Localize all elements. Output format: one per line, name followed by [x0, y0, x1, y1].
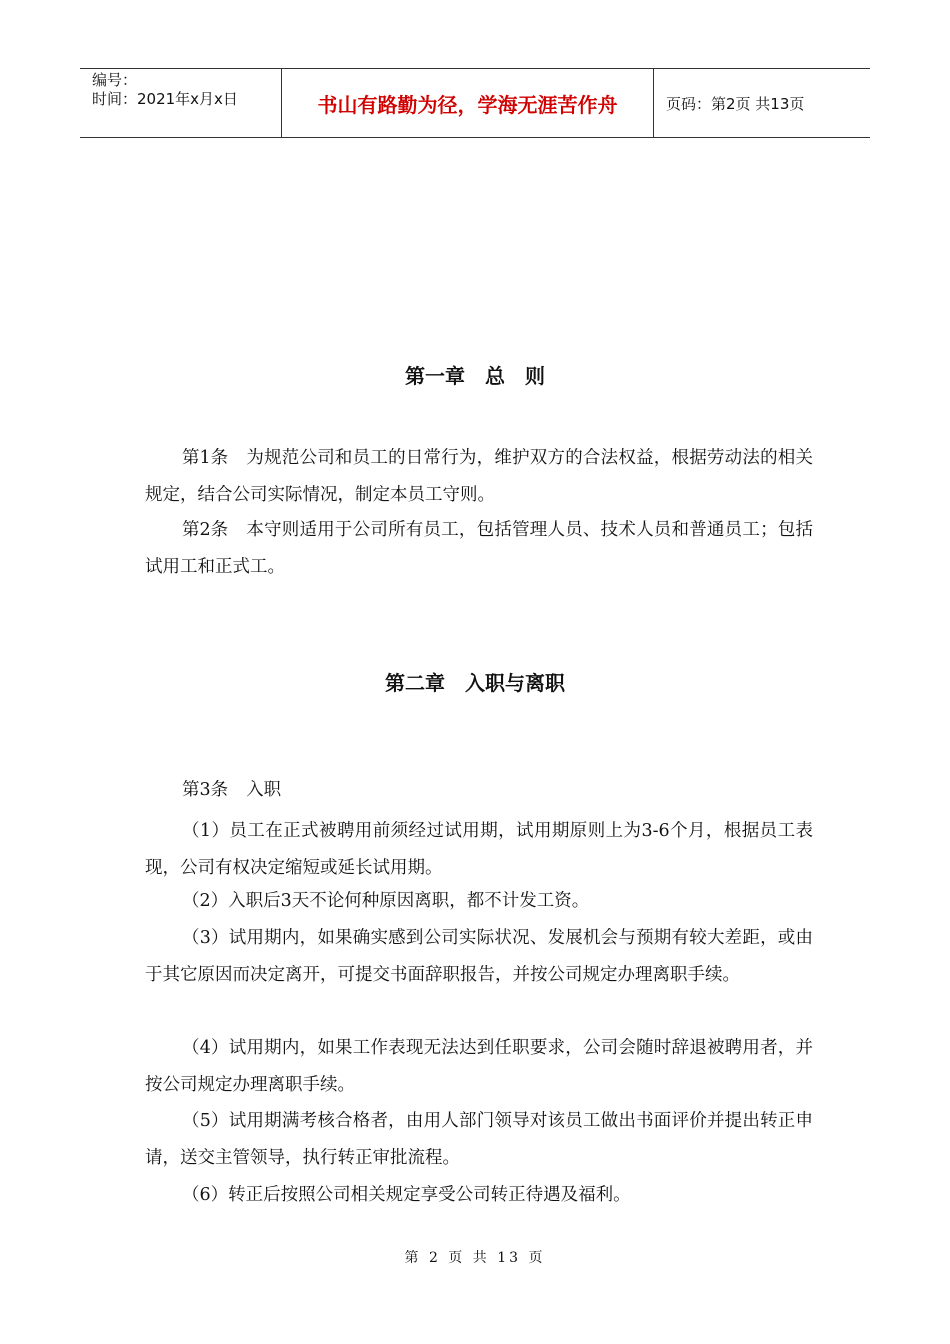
- clause-1: （1）员工在正式被聘用前须经过试用期，试用期原则上为3-6个月，根据员工表现，公司有权决定缩短或延长试用期。: [145, 821, 813, 878]
- article-2: [145, 512, 813, 586]
- header-motto: 书山有路勤为径，学海无涯苦作舟: [282, 69, 654, 137]
- clause-6: （6）转正后按照公司相关规定享受公司转正待遇及福利。: [182, 1185, 631, 1205]
- article-label: 第1条: [182, 448, 229, 468]
- clause-3: （3）试用期内，如果确实感到公司实际状况、发展机会与预期有较大差距，或由于其它原因而决定离开，可提交书面辞职报告，并按公司规定办理离职手续。: [145, 928, 813, 985]
- article-text: 入职: [246, 780, 282, 800]
- clause-5: （5）试用期满考核合格者，由用人部门领导对该员工做出书面评价并提出转正申请，送交主管领导，执行转正审批流程。: [145, 1111, 813, 1168]
- article-text: 为规范公司和员工的日常行为，维护双方的合法权益，根据劳动法的相关规定，结合公司实际情况，制定本员工守则。: [145, 448, 813, 505]
- clause-4: （4）试用期内，如果工作表现无法达到任职要求，公司会随时辞退被聘用者，并按公司规定办理离职手续。: [145, 1038, 813, 1095]
- chapter-1-title: 第一章 总 则: [405, 364, 545, 388]
- article-label: 第2条: [182, 520, 229, 540]
- article-3: [145, 772, 813, 809]
- article-label: 第3条: [182, 780, 229, 800]
- chapter-2-title: 第二章 入职与离职: [385, 671, 565, 695]
- article-1: [145, 440, 813, 514]
- header-page-info: 页码：第2页 共13页: [666, 94, 805, 113]
- time-label: 时间：2021年x月x日: [92, 90, 238, 108]
- article-text: 本守则适用于公司所有员工，包括管理人员、技术人员和普通员工；包括试用工和正式工。: [145, 520, 813, 577]
- page-footer: 第 2 页 共 13 页: [404, 1250, 546, 1266]
- number-label: 编号：: [92, 71, 138, 89]
- page-header: [80, 68, 870, 138]
- header-meta: [80, 69, 282, 137]
- clause-2: （2）入职后3天不论何种原因离职，都不计发工资。: [182, 891, 590, 911]
